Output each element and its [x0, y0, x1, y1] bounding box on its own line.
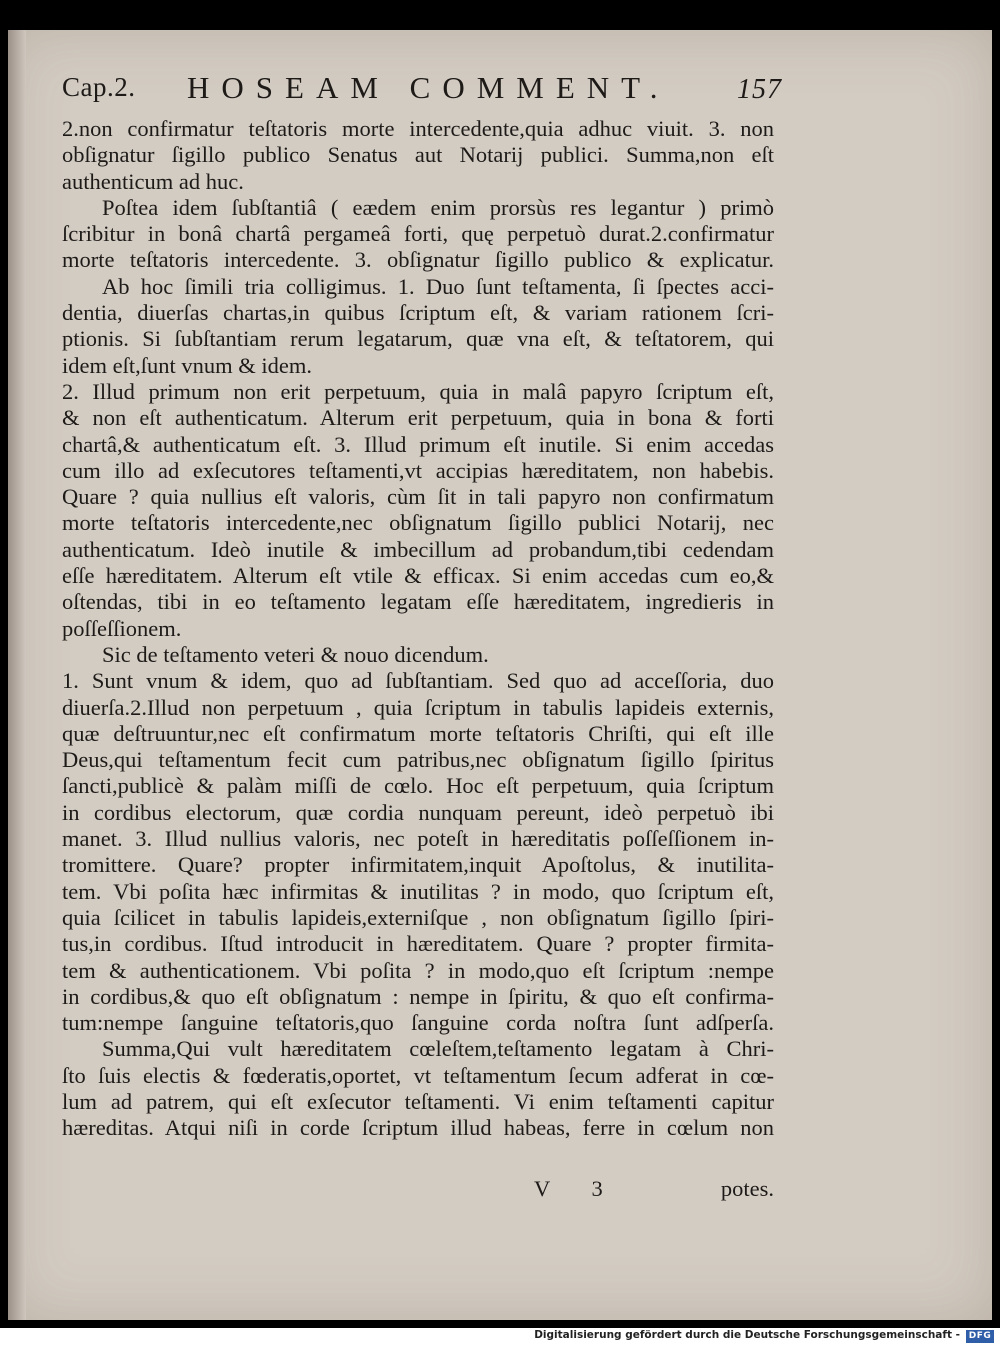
text-line: Ab hoc ſimili tria colligimus. 1. Duo ſunt teſtamenta, ſi ſpectes acci-: [102, 273, 774, 299]
page-number: 157: [737, 74, 782, 105]
text-line: tem & authenticationem. Vbi poſita ? in modo,quo eſt ſcriptum :nempe: [62, 957, 774, 983]
text-line: chartâ,& authenticatum eſt. 3. Illud primum eſt inutile. Si enim accedas: [62, 431, 774, 457]
text-line: obſignatur ſigillo publico Senatus aut Notarij publici. Summa,non eſt: [62, 142, 774, 168]
text-line: eſſe hæreditatem. Alterum eſt vtile & efficax. Si enim accedas cum eo,&: [62, 563, 774, 589]
text-line: ſto ſuis electis & fœderatis,oportet, vt teſtamentum ſecum adferat in cœ-: [62, 1062, 774, 1088]
text-line: lum ad patrem, qui eſt exſecutor teſtamenti. Vi enim teſtamenti capitur: [62, 1088, 774, 1114]
text-line: idem eſt,ſunt vnum & idem.: [62, 352, 312, 378]
text-line: tem. Vbi poſita hæc infirmitas & inutilitas ? in modo, quo ſcriptum eſt,: [62, 878, 774, 904]
text-line: ſancti,publicè & palàm miſſi de cœlo. Hoc eſt perpetuum, quia ſcriptum: [62, 773, 774, 799]
signature-mark: V 3: [534, 1176, 621, 1201]
credit-bar: [0, 1328, 1000, 1346]
body-text: [62, 116, 774, 1142]
text-line: diuerſa.2.Illud non perpetuum , quia ſcriptum in tabulis lapideis externis,: [62, 694, 774, 720]
text-line: authenticum ad huc.: [62, 168, 244, 194]
text-line: 2. Illud primum non erit perpetuum, quia in malâ papyro ſcriptum eſt,: [62, 378, 774, 404]
text-line: Quare ? quia nullius eſt valoris, cùm ſit in tali papyro non confirmatum: [62, 484, 774, 510]
text-line: 1. Sunt vnum & idem, quo ad ſubſtantiam. Sed quo ad acceſſoria, duo: [62, 668, 774, 694]
text-line: quia ſcilicet in tabulis lapideis,externiſque , non obſignatum ſigillo ſpiri-: [62, 904, 774, 930]
chapter-label: Cap.2.: [62, 72, 136, 102]
text-line: hæreditas. Atqui niſi in corde ſcriptum illud habeas, ferre in cœlum non: [62, 1115, 774, 1141]
text-line: tus,in cordibus. Iſtud introducit in hæreditatem. Quare ? propter firmita-: [62, 931, 774, 957]
text-line: quæ deſtruuntur,nec eſt confirmatum morte teſtatoris Chriſti, qui eſt ille: [62, 720, 774, 746]
text-line: dentia, diuerſas chartas,in quibus ſcriptum eſt, & variam rationem ſcri-: [62, 300, 774, 326]
text-line: & non eſt authenticatum. Alterum erit perpetuum, quia in bona & forti: [62, 405, 774, 431]
text-line: manet. 3. Illud nullius valoris, nec poteſt in hæreditatis poſſeſſionem in-: [62, 826, 774, 852]
text-line: Summa,Qui vult hæreditatem cœleſtem,teſtamento legatam à Chri-: [102, 1036, 774, 1062]
text-line: ptionis. Si ſubſtantiam rerum legatarum, quæ vna eſt, & teſtatorem, qui: [62, 326, 774, 352]
text-line: authenticatum. Ideò inutile & imbecillum ad probandum,tibi cedendam: [62, 536, 774, 562]
text-line: Sic de teſtamento veteri & nouo dicendum.: [102, 641, 489, 667]
catchword: potes.: [720, 1176, 774, 1201]
text-line: morte teſtatoris intercedente,nec obſignatum ſigillo publici Notarij, nec: [62, 510, 774, 536]
text-line: oſtendas, tibi in eo teſtamento legatam eſſe hæreditatem, ingredieris in: [62, 589, 774, 615]
text-line: in cordibus,& quo eſt obſignatum : nempe in ſpiritu, & quo eſt confirma-: [62, 983, 774, 1009]
dfg-logo-icon: DFG: [966, 1330, 994, 1343]
text-line: cum illo ad exſecutores teſtamenti,vt accipias hæreditatem, non habebis.: [62, 457, 774, 483]
page-footer: [62, 1176, 774, 1206]
text-line: Deus,qui teſtamentum fecit cum patribus,nec obſignatum ſigillo ſpiritus: [62, 747, 774, 773]
text-line: Poſtea idem ſubſtantiâ ( eædem enim prorsùs res legantur ) primò: [102, 194, 774, 220]
text-line: tromittere. Quare? propter infirmitatem,inquit Apoſtolus, & inutilita-: [62, 852, 774, 878]
text-line: morte teſtatoris intercedente. 3. obſignatur ſigillo publico & explicatur.: [62, 247, 774, 273]
text-line: 2.non confirmatur teſtatoris morte intercedente,quia adhuc viuit. 3. non: [62, 116, 774, 141]
text-line: poſſeſſionem.: [62, 615, 182, 641]
page-gutter: [8, 30, 26, 1320]
running-head: [62, 72, 782, 112]
text-line: tum:nempe ſanguine teſtatoris,quo ſanguine corda noſtra ſunt adſperſa.: [62, 1010, 774, 1036]
running-title: HOSEAM COMMENT.: [187, 70, 670, 105]
text-line: ſcribitur in bonâ chartâ pergameâ forti, quę perpetuò durat.2.confirmatur: [62, 221, 774, 247]
text-line: in cordibus electorum, quæ cordia nunquam pereunt, ideò perpetuò ibi: [62, 799, 774, 825]
funding-credit: Digitalisierung gefördert durch die Deutsche Forschungsgemeinschaft -: [534, 1329, 960, 1341]
